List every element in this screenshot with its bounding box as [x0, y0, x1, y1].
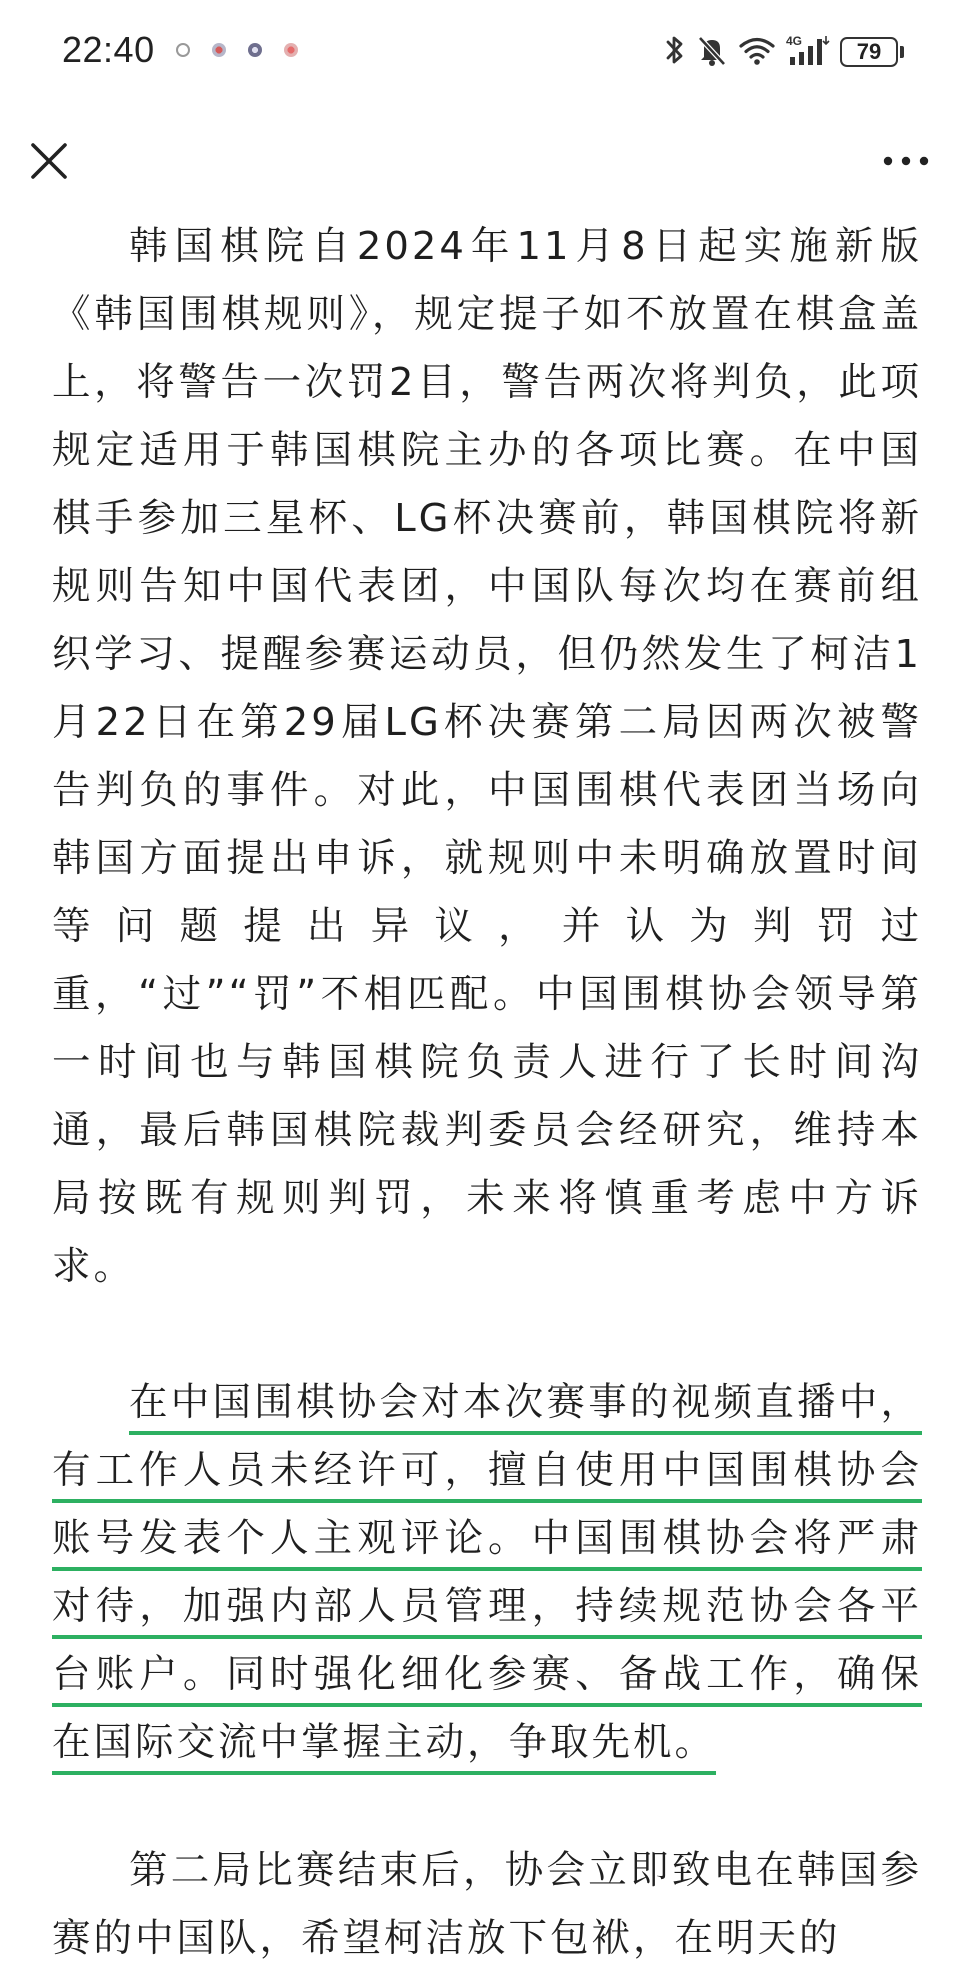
- wifi-icon: [738, 33, 776, 71]
- status-time: 22:40: [62, 29, 155, 70]
- article-body: [52, 213, 922, 1973]
- close-icon[interactable]: [26, 138, 72, 184]
- article-paragraph: 韩国棋院自2024年11月8日起实施新版《韩国围棋规则》，规定提子如不放置在棋盒盖上，将警告一次罚2目，警告两次将判负，此项规定适用于韩国棋院主办的各项比赛。在中国棋手参加三星杯、LG杯决赛前，韩国棋院将新规则告知中国代表团，中国队每次均在赛前组织学习、提醒参赛运动员，但仍然发生了柯洁1月22日在第29届LG杯决赛第二局因两次被警告判负的事件。对此，中国围棋代表团当场向韩国方面提出申诉，就规则中未明确放置时间等问题提出异议，并认为判罚过重，“过”“罚”不相匹配。中国围棋协会领导第一时间也与韩国棋院负责人进行了长时间沟通，最后韩国棋院裁判委员会经研究，维持本局按既有规则判罚，未来将慎重考虑中方诉求。: [52, 224, 922, 1289]
- battery-level: 79: [856, 39, 882, 64]
- more-icon[interactable]: [878, 138, 934, 184]
- article-paragraph-highlighted: [52, 1369, 922, 1777]
- notification-app-icon: [176, 43, 190, 57]
- notification-app-icon: [284, 43, 298, 57]
- paragraph-gap: [52, 1777, 922, 1837]
- notification-app-icon: [248, 43, 262, 57]
- close-button[interactable]: [26, 138, 72, 184]
- notification-app-icon: [212, 43, 226, 57]
- mute-icon: [696, 33, 728, 71]
- status-bar: [0, 0, 960, 104]
- paragraph-gap: [52, 1301, 922, 1369]
- notification-icons: [176, 43, 298, 57]
- battery-icon: [840, 37, 898, 67]
- bluetooth-icon: [664, 33, 686, 71]
- battery-tip: [900, 46, 904, 58]
- signal-icon: [786, 33, 830, 71]
- network-type-label: 4G: [786, 34, 803, 48]
- app-toolbar: [0, 120, 960, 202]
- highlighted-text[interactable]: 在中国围棋协会对本次赛事的视频直播中，有工作人员未经许可，擅自使用中国围棋协会账号发表个人主观评论。中国围棋协会将严肃对待，加强内部人员管理，持续规范协会各平台账户。同时强化细化参赛、备战工作，确保在国际交流中掌握主动，争取先机。: [52, 1380, 922, 1765]
- more-options-button[interactable]: [878, 138, 934, 184]
- system-icons: [664, 32, 904, 72]
- article-paragraph: 第二局比赛结束后，协会立即致电在韩国参赛的中国队，希望柯洁放下包袱，在明天的: [52, 1848, 922, 1961]
